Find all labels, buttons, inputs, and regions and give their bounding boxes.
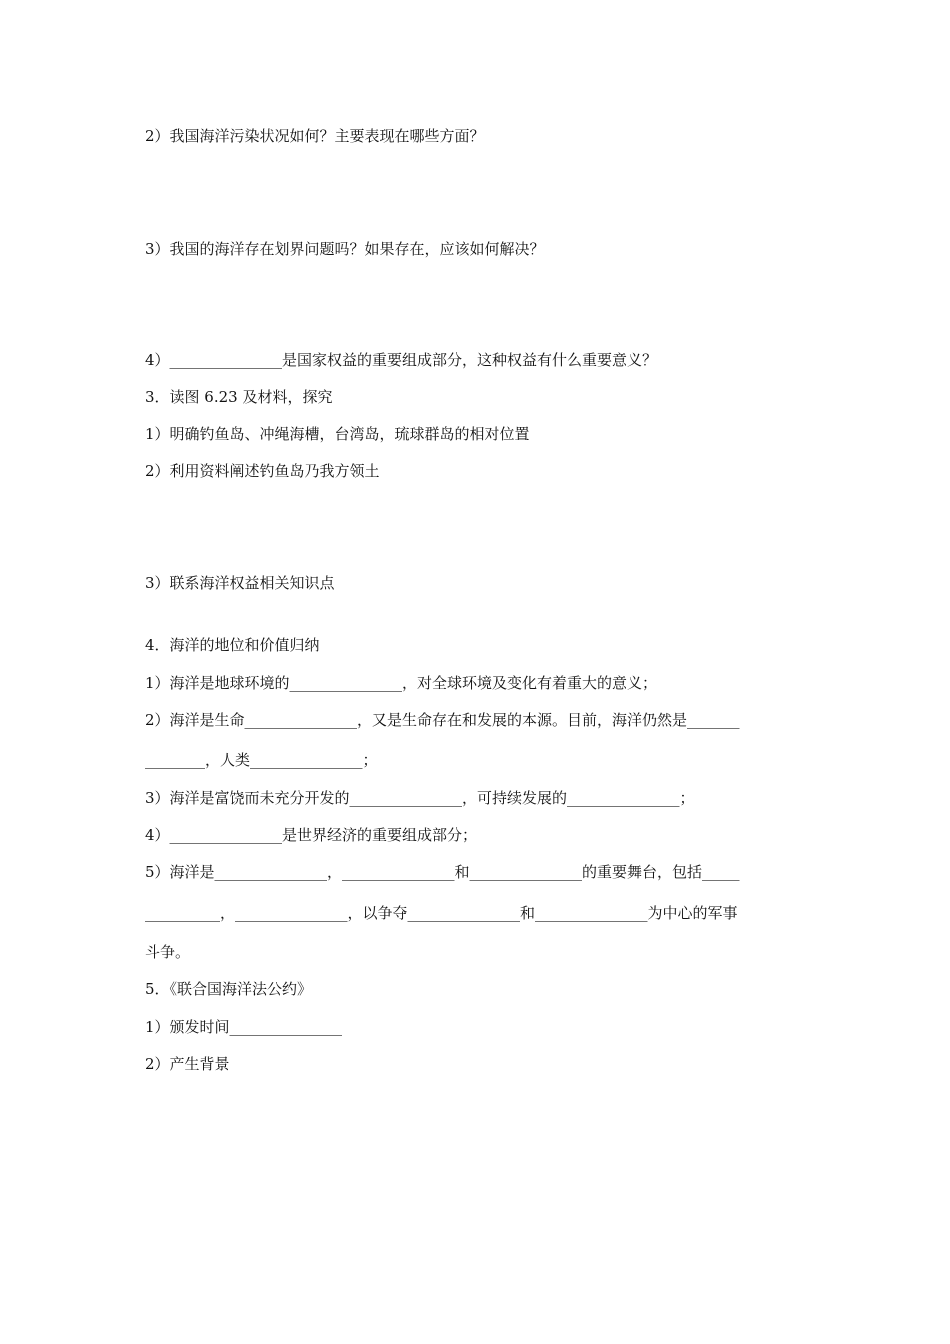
item-4-5-end: 斗争。: [145, 943, 191, 961]
item-3-1: 1）明确钓鱼岛、冲绳海槽，台湾岛，琉球群岛的相对位置: [145, 425, 530, 443]
section-3-heading: 3．读图 6.23 及材料，探究: [145, 388, 333, 406]
item-4-2: 2）海洋是生命_______________，又是生命存在和发展的本源。目前，海洋仍然是_______: [145, 711, 740, 729]
section-4-heading: 4．海洋的地位和价值归纳: [145, 636, 320, 654]
question-3-boundary: 3）我国的海洋存在划界问题吗？如果存在，应该如何解决？: [145, 240, 545, 258]
question-4-rights: 4）_______________是国家权益的重要组成部分，这种权益有什么重要意义？: [145, 351, 658, 369]
item-4-3: 3）海洋是富饶而未充分开发的_______________，可持续发展的_______________；: [145, 789, 695, 807]
item-4-2-cont: ________，人类_______________；: [145, 751, 378, 769]
item-3-2: 2）利用资料阐述钓鱼岛乃我方领土: [145, 462, 380, 480]
item-4-1: 1）海洋是地球环境的_______________，对全球环境及变化有着重大的意义；: [145, 674, 658, 692]
section-5-heading: 5．《联合国海洋法公约》: [145, 980, 313, 998]
question-2-pollution: 2）我国海洋污染状况如何？主要表现在哪些方面？: [145, 127, 485, 145]
item-4-5: 5）海洋是_______________，_______________和_______________的重要舞台，包括_____: [145, 863, 740, 881]
item-4-4: 4）_______________是世界经济的重要组成部分；: [145, 826, 478, 844]
item-5-2: 2）产生背景: [145, 1055, 230, 1073]
item-3-3: 3）联系海洋权益相关知识点: [145, 574, 335, 592]
item-5-1: 1）颁发时间_______________: [145, 1018, 343, 1036]
item-4-5-cont: __________，_______________，以争夺_______________和_______________为中心的军事: [145, 904, 738, 922]
